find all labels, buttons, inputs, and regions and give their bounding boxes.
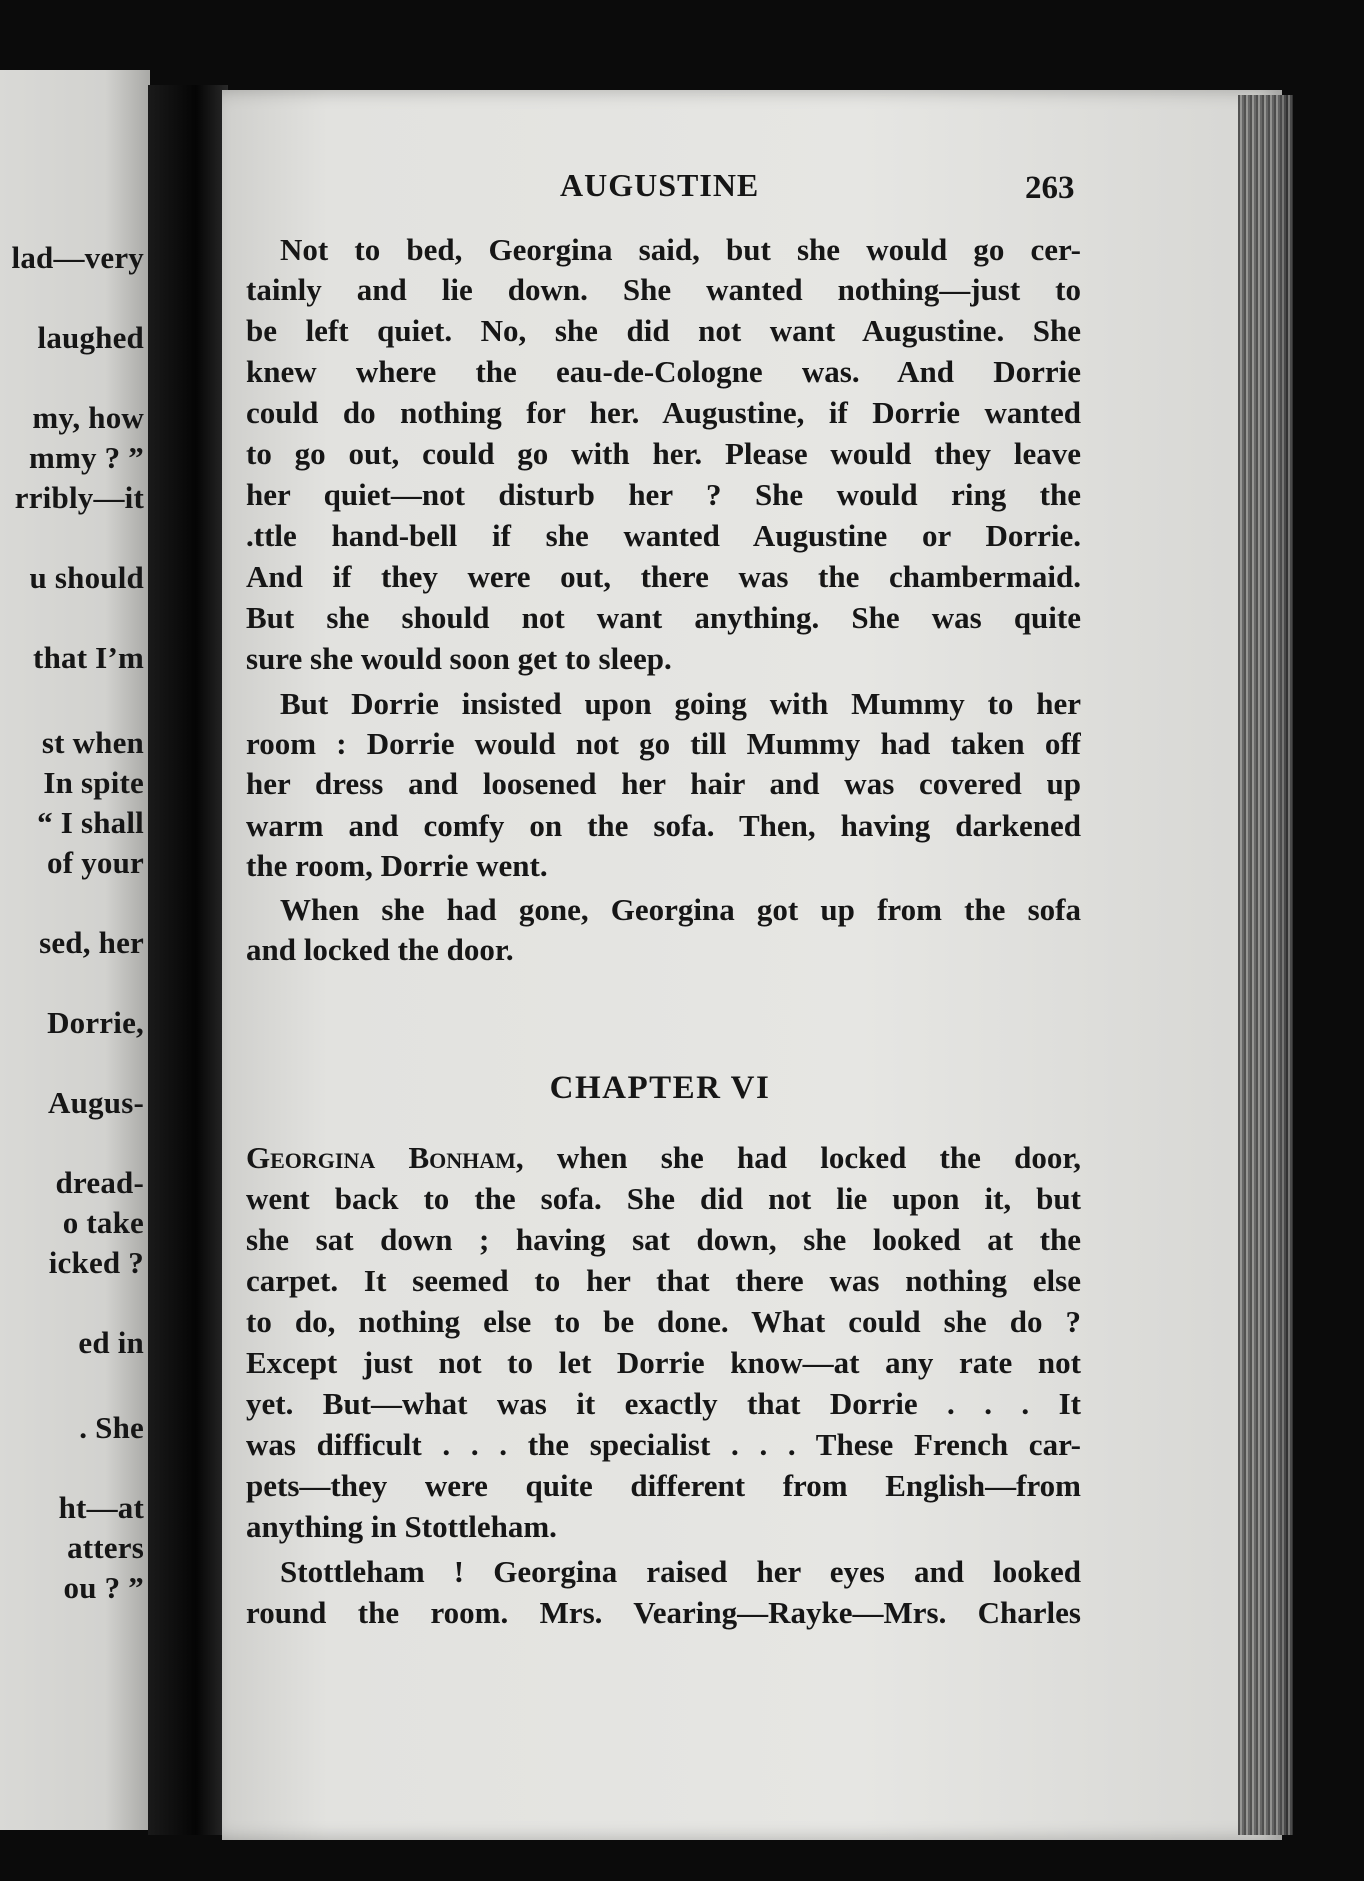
first-line-rest: when she had locked the door, [523,1140,1081,1175]
left-page-fragment: icked ? [48,1245,144,1280]
text-line: warm and comfy on the sofa. Then, having darkened [246,808,1081,843]
page-stack-edge [1238,95,1293,1835]
text-line: But she should not want anything. She was quite [246,600,1081,635]
left-page-fragment: sed, her [39,925,144,960]
text-line: to do, nothing else to be done. What could she do ? [246,1304,1081,1339]
text-line: But Dorrie insisted upon going with Mummy to her [280,686,1081,721]
text-line: room : Dorrie would not go till Mummy had taken off [246,726,1081,761]
text-line: yet. But—what was it exactly that Dorrie . . . It [246,1386,1081,1421]
text-line: her dress and loosened her hair and was covered up [246,766,1081,801]
page-number: 263 [1025,170,1075,206]
left-page-fragment: dread- [55,1165,144,1200]
text-line [246,1138,1081,1178]
text-line: sure she would soon get to sleep. [246,641,672,676]
text-line: carpet. It seemed to her that there was nothing else [246,1263,1081,1298]
left-page-fragment: mmy ? ” [28,440,144,475]
text-line: to go out, could go with her. Please would they leave [246,436,1081,471]
left-page-fragment: Augus- [48,1085,144,1120]
text-line: Except just not to let Dorrie know—at any rate not [246,1345,1081,1380]
left-page-fragment: my, how [32,400,144,435]
left-page-fragment: of your [47,845,144,880]
left-page-fragment: ou ? ” [63,1570,144,1605]
left-page-fragment: laughed [37,320,144,355]
left-page-fragment: lad—very [11,240,144,275]
text-line: .ttle hand-bell if she wanted Augustine or Dorrie. [246,518,1081,553]
left-page-fragment: o take [62,1205,144,1240]
left-page-fragment: “ I shall [37,805,144,840]
text-line: be left quiet. No, she did not want Augustine. She [246,313,1081,348]
text-line: and locked the door. [246,932,514,967]
text-line: pets—they were quite different from English—from [246,1468,1081,1503]
left-page-fragment: u should [29,560,144,595]
left-page-fragment: In spite [43,765,144,800]
text-line: she sat down ; having sat down, she looked at the [246,1222,1081,1257]
text-line: Stottleham ! Georgina raised her eyes and looked [280,1554,1081,1589]
book-gutter [148,85,228,1835]
opening-small-caps: Georgina Bonham, [246,1140,524,1175]
text-line: anything in Stottleham. [246,1509,557,1544]
text-line: And if they were out, there was the chambermaid. [246,559,1081,594]
text-line: Not to bed, Georgina said, but she would go cer- [280,232,1081,267]
left-page-fragment: ht—at [58,1490,144,1525]
left-page-fragment: Dorrie, [47,1005,144,1040]
text-line: knew where the eau-de-Cologne was. And Dorrie [246,354,1081,389]
text-line: was difficult . . . the specialist . . . These French car- [246,1427,1081,1462]
text-line: the room, Dorrie went. [246,848,548,883]
text-line: round the room. Mrs. Vearing—Rayke—Mrs. Charles [246,1595,1081,1630]
left-page-fragment: atters [67,1530,144,1565]
left-page-edge [0,70,150,1830]
left-page-fragment: rribly—it [14,480,144,515]
text-line: tainly and lie down. She wanted nothing—just to [246,272,1081,307]
text-line: When she had gone, Georgina got up from the sofa [280,892,1081,927]
left-page-fragment: ed in [78,1325,144,1360]
text-line: could do nothing for her. Augustine, if Dorrie wanted [246,395,1081,430]
text-line: her quiet—not disturb her ? She would ring the [246,477,1081,512]
left-page-fragment: . She [79,1410,144,1445]
left-page-fragment: that I’m [33,640,144,675]
running-head: AUGUSTINE [560,167,760,203]
chapter-heading: CHAPTER VI [549,1070,771,1106]
left-page-fragment: st when [41,725,144,760]
text-line: went back to the sofa. She did not lie upon it, but [246,1181,1081,1216]
